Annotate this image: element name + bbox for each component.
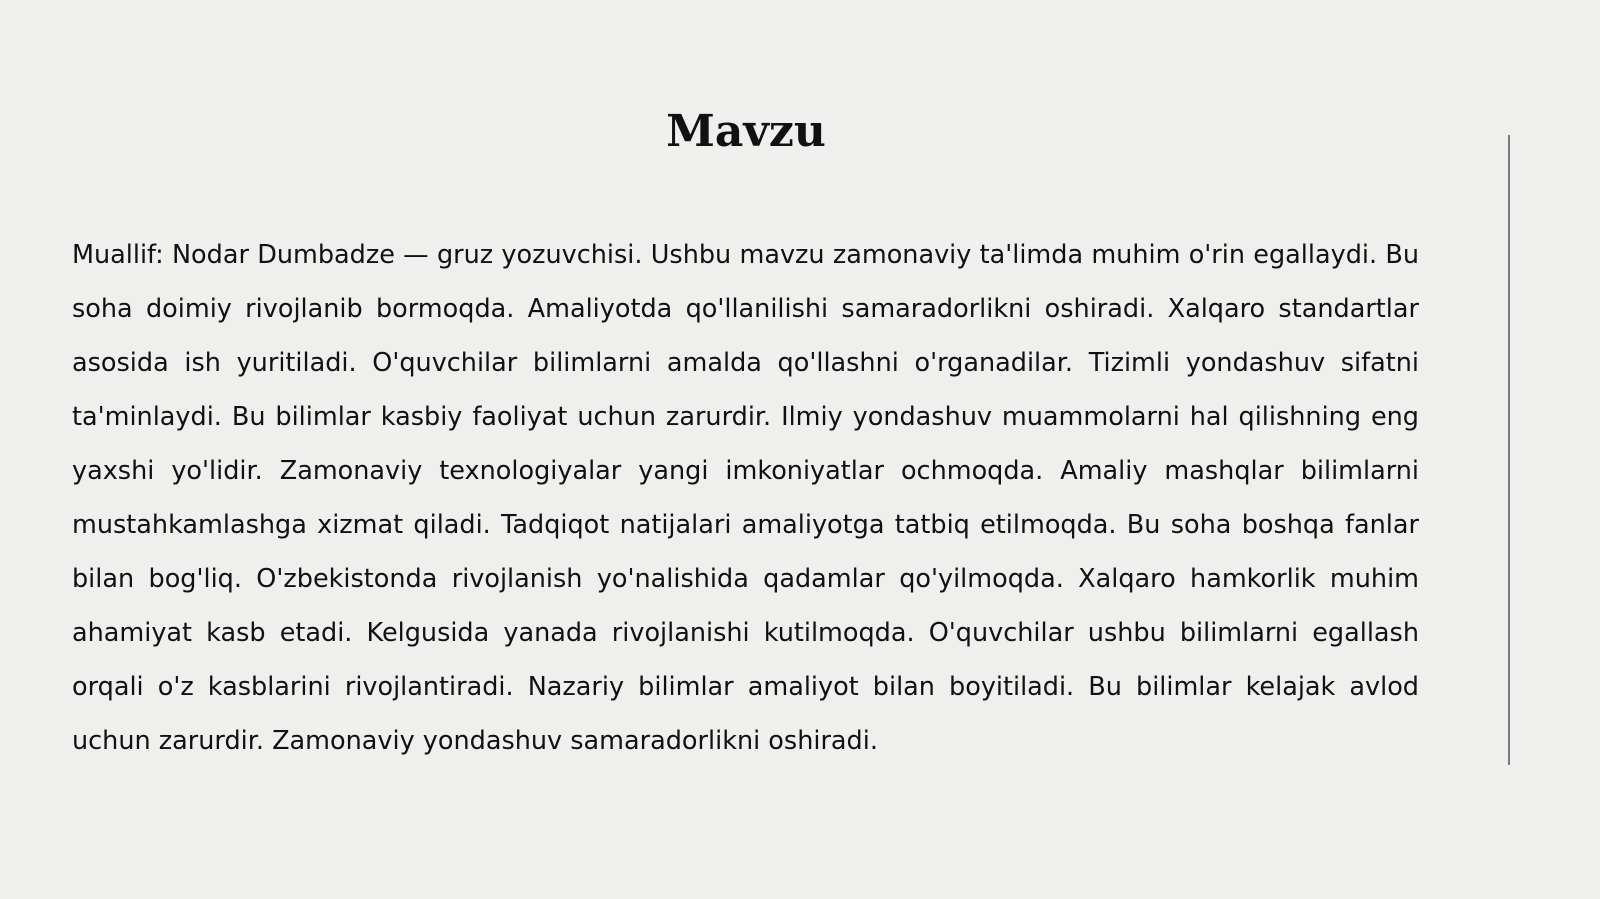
slide-title: Mavzu <box>666 106 826 157</box>
vertical-divider <box>1508 135 1510 765</box>
slide-body-text: Muallif: Nodar Dumbadze — gruz yozuvchisi. Ushbu mavzu zamonaviy ta'limda muhim o'rin egallaydi. Bu soha doimiy rivojlanib bormoqda. Amaliyotda qo'llanilishi samaradorlikni oshiradi. Xalqaro standartlar asosida ish yuritiladi. O'quvchilar bilimlarni amalda qo'llashni o'rganadilar. Tizimli yondashuv sifatni ta'minlaydi. Bu bilimlar kasbiy faoliyat uchun zarurdir. Ilmiy yondashuv muammolarni hal qilishning eng yaxshi yo'lidir. Zamonaviy texnologiyalar yangi imkoniyatlar ochmoqda. Amaliy mashqlar bilimlarni mustahkamlashga xizmat qiladi. Tadqiqot natijalari amaliyotga tatbiq etilmoqda. Bu soha boshqa fanlar bilan bog'liq. O'zbekistonda rivojlanish yo'nalishida qadamlar qo'yilmoqda. Xalqaro hamkorlik muhim ahamiyat kasb etadi. Kelgusida yanada rivojlanishi kutilmoqda. O'quvchilar ushbu bilimlarni egallash orqali o'z kasblarini rivojlantiradi. Nazariy bilimlar amaliyot bilan boyitiladi. Bu bilimlar kelajak avlod uchun zarurdir. Zamonaviy yondashuv samaradorlikni oshiradi. <box>72 240 1419 756</box>
